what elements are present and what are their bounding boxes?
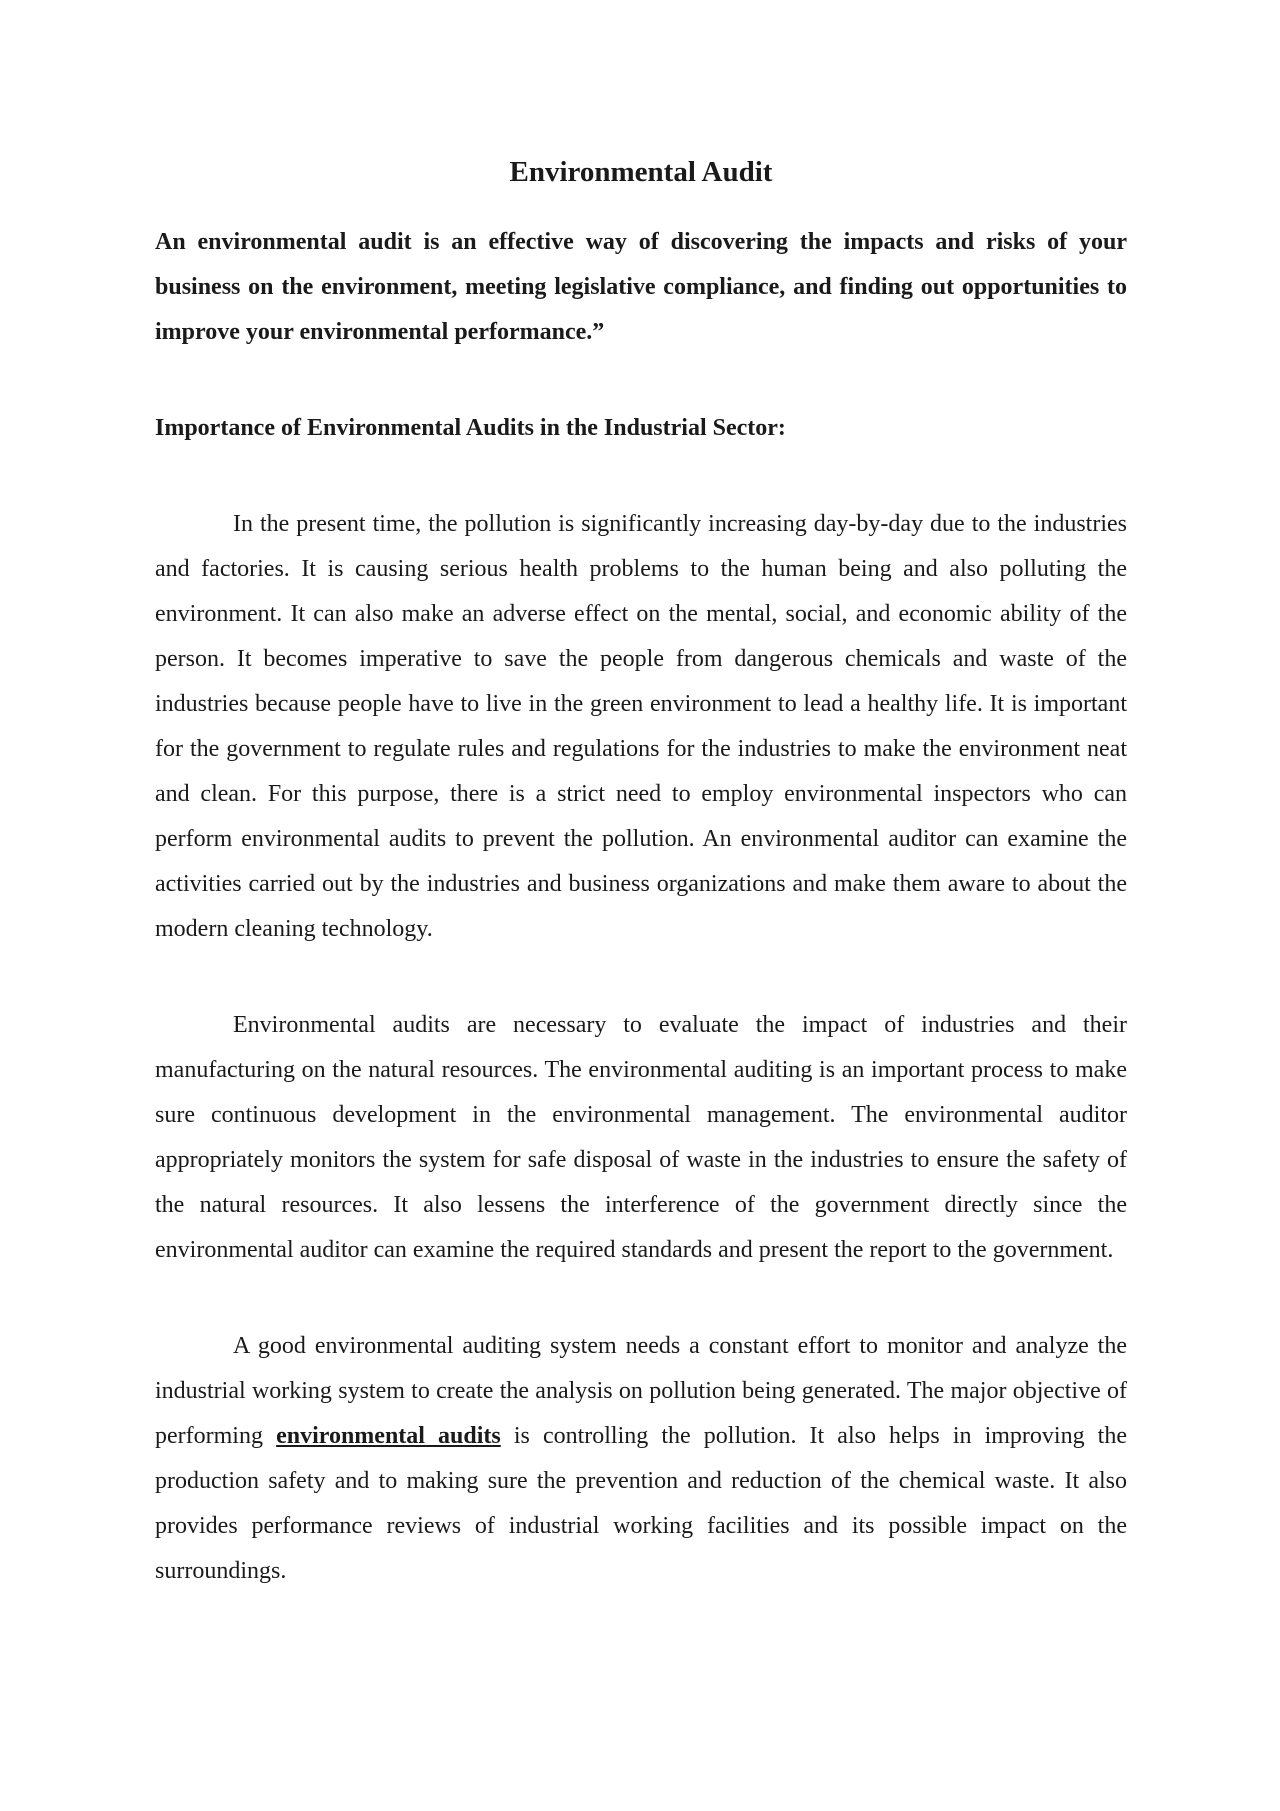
document-title: Environmental Audit xyxy=(509,156,773,188)
document-page xyxy=(155,150,1127,1594)
body-paragraph-2: Environmental audits are necessary to evaluate the impact of industries and their manufacturing on the natural resources. The environmental auditing is an important process to make sure continuous development in the environmental management. The environmental auditor appropriately monitors the system for safe disposal of waste in the industries to ensure the safety of the natural resources. It also lessens the interference of the government directly since the environmental auditor can examine the required standards and present the report to the government. xyxy=(155,1012,1127,1263)
body-paragraph-1: In the present time, the pollution is significantly increasing day-by-day due to the industries and factories. It is causing serious health problems to the human being and also polluting the environment. It can also make an adverse effect on the mental, social, and economic ability of the person. It becomes imperative to save the people from dangerous chemicals and waste of the industries because people have to live in the green environment to lead a healthy life. It is important for the government to regulate rules and regulations for the industries to make the environment neat and clean. For this purpose, there is a strict need to employ environmental inspectors who can perform environmental audits to prevent the pollution. An environmental auditor can examine the activities carried out by the industries and business organizations and make them aware to about the modern cleaning technology. xyxy=(155,511,1127,942)
intro-paragraph: An environmental audit is an effective way of discovering the impacts and risks of your business on the environment, meeting legislative compliance, and finding out opportunities to improve your environmental performance.” xyxy=(155,229,1127,345)
environmental-audits-link[interactable]: environmental audits xyxy=(276,1423,501,1449)
paragraph-3-text-after-link: is controlling the pollution. It also helps in improving the production safety and to making sure the prevention and reduction of the chemical waste. It also provides performance reviews of industrial working facilities and its possible impact on the surroundings. xyxy=(155,1423,1127,1584)
section-heading: Importance of Environmental Audits in the Industrial Sector: xyxy=(155,415,786,441)
body-paragraph-3 xyxy=(155,1324,1127,1594)
paragraph-3-text-before-link: A good environmental auditing system needs a constant effort to monitor and analyze the industrial working system to create the analysis on pollution being generated. The major objective of performing xyxy=(155,1333,1127,1449)
